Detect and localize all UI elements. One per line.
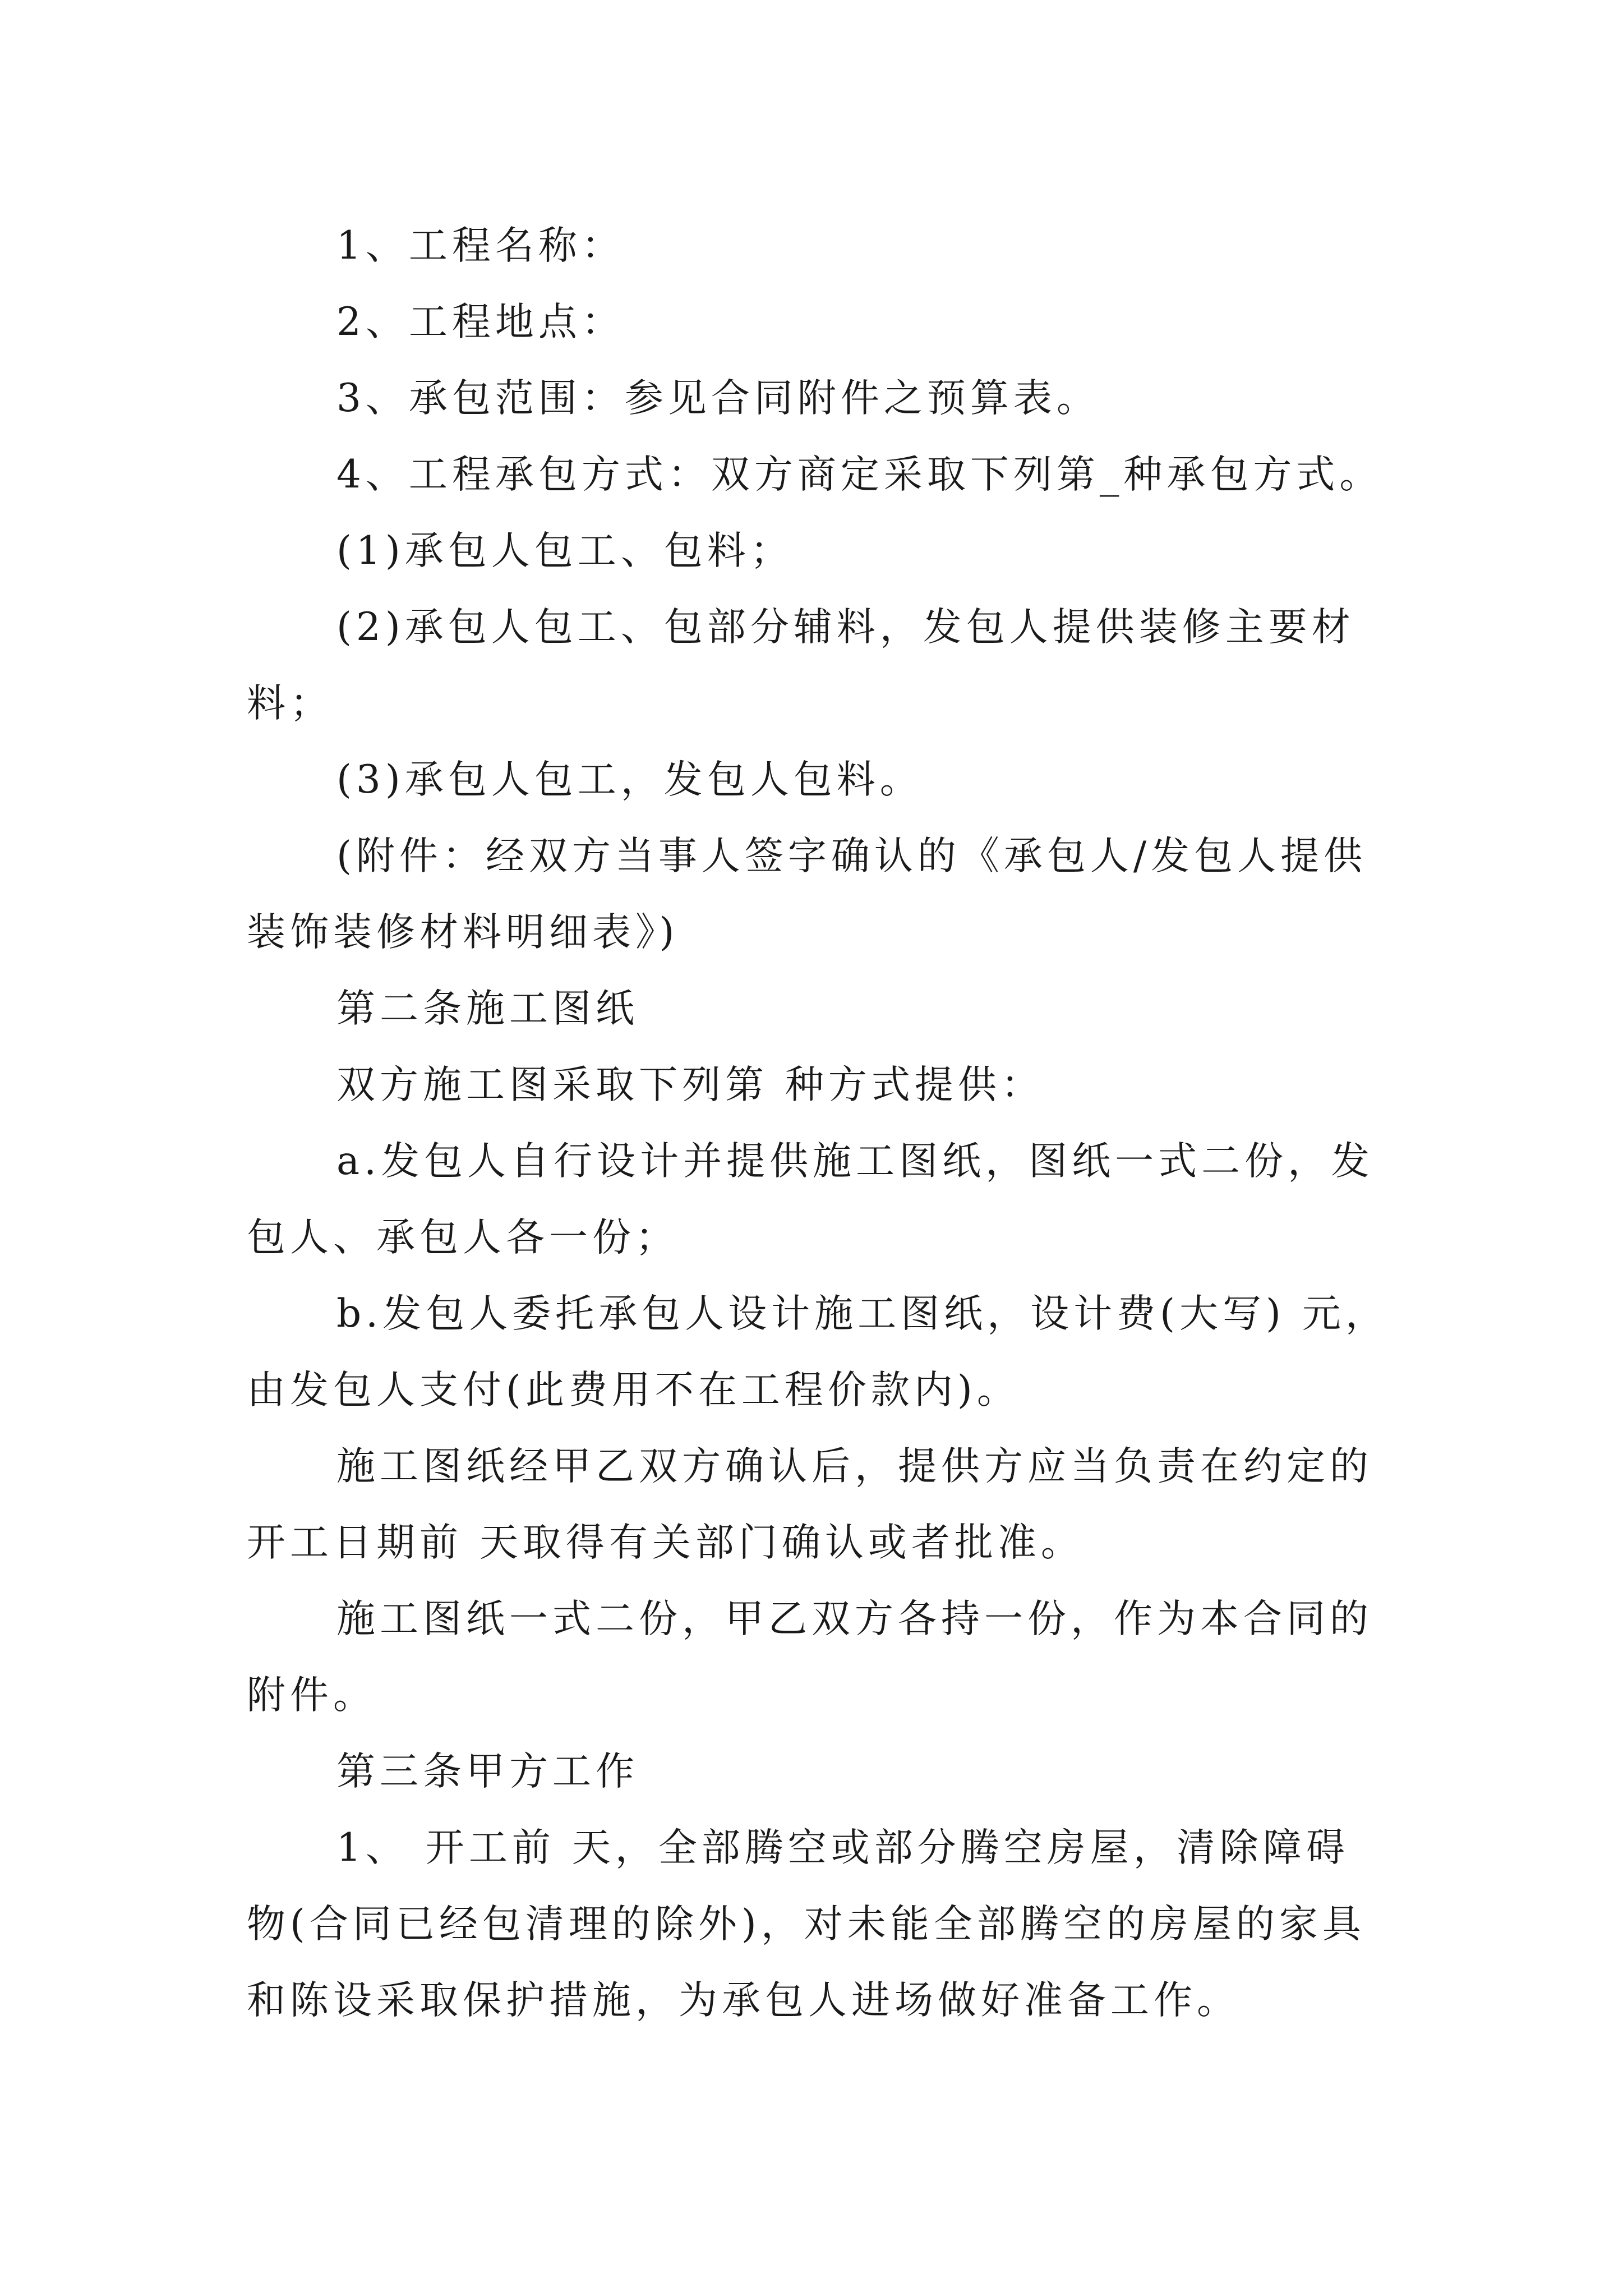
paragraph-drawing-approval: 施工图纸经甲乙双方确认后，提供方应当负责在约定的开工日期前 天取得有关部门确认或者批准。 — [247, 1444, 1373, 1565]
paragraph-contract-method: 4、工程承包方式：双方商定采取下列第_种承包方式。 — [336, 452, 1383, 497]
paragraph-contract-scope: 3、承包范围：参见合同附件之预算表。 — [336, 376, 1100, 421]
paragraph-attachment-note: (附件：经双方当事人签字确认的《承包人/发包人提供装饰装修材料明细表》) — [247, 834, 1367, 955]
paragraph-drawing-provision: 双方施工图采取下列第 种方式提供： — [336, 1062, 1044, 1107]
paragraph-project-name: 1、工程名称： — [336, 223, 625, 268]
paragraph-project-location: 2、工程地点： — [336, 300, 625, 344]
paragraph-option-2: (2)承包人包工、包部分辅料，发包人提供装修主要材料； — [247, 605, 1355, 726]
paragraph-party-a-preparation: 1、 开工前 天，全部腾空或部分腾空房屋，清除障碍物(合同已经包清理的除外)，对未能全部腾空的房屋的家具和陈设采取保护措施，为承包人进场做好准备工作。 — [247, 1825, 1366, 2023]
paragraph-drawing-option-b: b.发包人委托承包人设计施工图纸，设计费(大写) 元，由发包人支付(此费用不在工程价款内)。 — [247, 1291, 1389, 1412]
paragraph-option-1: (1)承包人包工、包料； — [336, 528, 794, 573]
section-heading-construction-drawings: 第二条施工图纸 — [336, 986, 639, 1031]
section-heading-party-a-work: 第三条甲方工作 — [336, 1749, 639, 1794]
paragraph-drawing-option-a: a.发包人自行设计并提供施工图纸，图纸一式二份，发包人、承包人各一份； — [247, 1139, 1375, 1260]
paragraph-option-3: (3)承包人包工，发包人包料。 — [336, 757, 923, 802]
document-body — [247, 208, 1391, 2039]
paragraph-drawing-copies: 施工图纸一式二份，甲乙双方各持一份，作为本合同的附件。 — [247, 1596, 1373, 1718]
